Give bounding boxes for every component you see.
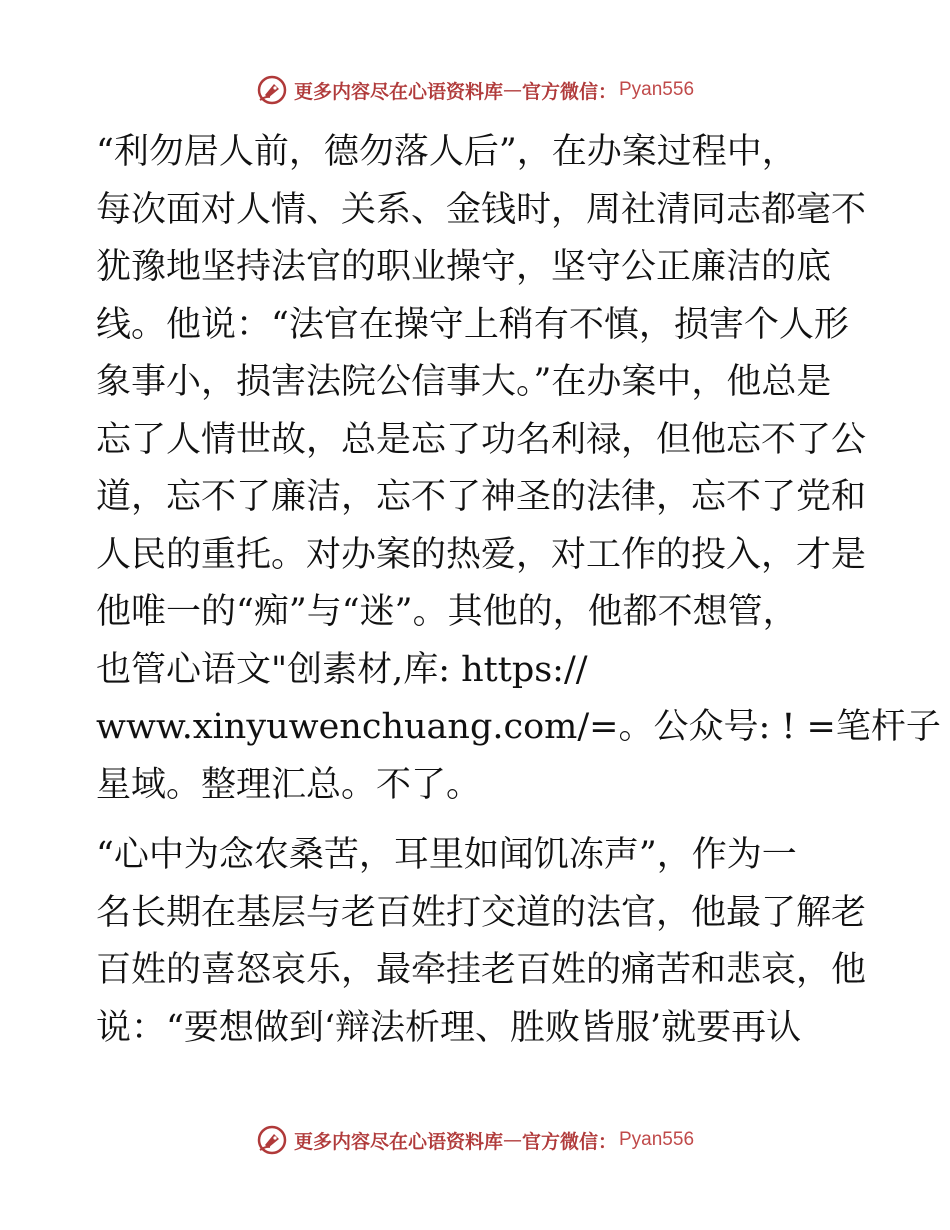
banner-wechat-id: Pyan556 — [619, 1129, 695, 1150]
text-line: www.xinyuwenchuang.com/=。公众号: ! =笔杆子 — [96, 707, 941, 747]
text-line: “心中为念农桑苦，耳里如闻饥冻声”，作为一 — [96, 835, 797, 875]
paragraph-1 — [96, 124, 941, 814]
banner-text: 更多内容尽在心语资料库 — [293, 80, 503, 103]
banner-separator: — — [502, 79, 522, 101]
text-line: 每次面对人情、关系、金钱时，周社清同志都毫不 — [96, 189, 867, 230]
text-line: 忘了人情世故，总是忘了功名利禄，但他忘不了公 — [96, 419, 867, 460]
text-line: 线。他说：“法官在操守上稍有不慎，损害个人形 — [96, 304, 849, 345]
text-line: “利勿居人前，德勿落人后”，在办案过程中， — [96, 132, 797, 172]
text-line: 象事小，损害法院公信事大。”在办案中，他总是 — [96, 362, 832, 402]
text-line: 犹豫地坚持法官的职业操守，坚守公正廉洁的底 — [96, 247, 832, 287]
text-line: 名长期在基层与老百姓打交道的法官，他最了解老 — [96, 892, 867, 933]
text-line: 他唯一的“痴”与“迷”。其他的，他都不想管， — [96, 592, 798, 632]
paragraph-2 — [96, 827, 867, 1057]
pen-nib-circle-icon — [256, 1124, 288, 1156]
banner-wechat-label: 官方微信： — [521, 1130, 617, 1153]
document-body — [96, 124, 941, 1057]
text-line: 百姓的喜怒哀乐，最牵挂老百姓的痛苦和悲哀，他 — [96, 950, 867, 990]
text-line: 也管心语文"创素材,库: https:// — [96, 649, 588, 690]
header-banner — [0, 70, 950, 110]
text-line: 人民的重托。对办案的热爱，对工作的投入，才是 — [96, 534, 867, 575]
banner-wechat-id: Pyan556 — [619, 79, 695, 100]
text-line: 道，忘不了廉洁，忘不了神圣的法律，忘不了党和 — [96, 477, 867, 517]
pen-nib-circle-icon — [256, 74, 288, 106]
footer-banner — [0, 1120, 950, 1160]
text-line: 说：“要想做到‘辩法析理、胜败皆服’就要再认 — [96, 1007, 802, 1048]
banner-text: 更多内容尽在心语资料库 — [293, 1130, 503, 1153]
text-line: 星域。整理汇总。不了。 — [96, 764, 482, 805]
banner-separator: — — [502, 1129, 522, 1151]
banner-wechat-label: 官方微信： — [521, 80, 617, 103]
